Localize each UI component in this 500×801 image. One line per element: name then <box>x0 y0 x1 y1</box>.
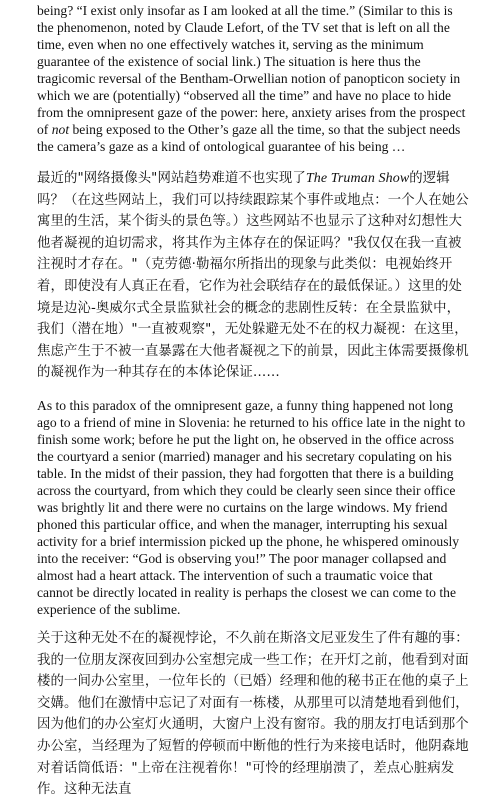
paragraph-english-1-part-b: being exposed to the Other’s gaze all the time, so that the subject needs the camera’s gaze as a kind of ontological guarantee of his being … <box>37 122 461 154</box>
paragraph-chinese-1 <box>37 168 469 384</box>
paragraph-chinese-1-part-a: 最近的"网络摄像头"网站趋势难道不也实现了 <box>37 171 306 186</box>
paragraph-english-2: As to this paradox of the omnipresent gaze, a funny thing happened not long ago to a friend of mine in Slovenia: he returned to his office late in the night to finish some work; before he put the light on, he observed in the office across the courtyard a senior (married) manager and his secretary copulating on his table. In the midst of their passion, they had forgotten that there is a building across the courtyard, from which they could be clearly seen since their office was brightly lit and there were no curtains on the large windows. My friend phoned this particular office, and when the manager, interrupting his sexual activity for a brief intermission picked up the phone, he whispered ominously into the receiver: “God is observing you!” The poor manager collapsed and almost had a heart attack. The intervention of such a traumatic voice that cannot be directly located in reality is perhaps the closest we can come to the experience of the sublime. <box>37 397 466 617</box>
paragraph-english-1-part-a: being? “I exist only insofar as I am looked at all the time.” (Similar to this is the phenomenon, noted by Claude Lefort, of the TV set that is left on all the time, even when no one effectively watches it, serving as the minimum guarantee of the existence of social link.) The situation is here thus the tragicomic reversal of the Bentham-Orwellian notion of panopticon society in which we are (potentially) “observed all the time” and have no place to hide from the omnipresent gaze of the power: here, anxiety arises from the prospect of <box>37 3 466 137</box>
paragraph-chinese-2: 关于这种无处不在的凝视悖论，不久前在斯洛文尼亚发生了件有趣的事：我的一位朋友深夜回到办公室想完成一些工作；在开灯之前，他看到对面楼的一间办公室里，一位年长的（已婚）经理和他的秘书正在他的桌子上交媾。他们在激情中忘记了对面有一栋楼，从那里可以清楚地看到他们，因为他们的办公室灯火通明，大窗户上没有窗帘。我的朋友打电话到那个办公室，当经理为了短暂的停顿而中断他的性行为来接电话时，他阴森地对着话筒低语："上帝在注视着你！"可怜的经理崩溃了，差点心脏病发作。这种无法直 <box>37 630 469 798</box>
document-page <box>37 2 469 801</box>
italic-title-truman-show: The Truman Show <box>305 171 410 186</box>
paragraph-gap <box>37 384 469 397</box>
paragraph-gap <box>37 155 469 168</box>
emphasized-word-not: not <box>51 122 70 137</box>
paragraph-gap <box>37 618 469 628</box>
paragraph-english-1 <box>37 2 469 155</box>
paragraph-chinese-1-part-b: 的逻辑吗？（在这些网站上，我们可以持续跟踪某个事件或地点：一个人在她公寓里的生活，某个街头的景色等。）这些网站不也显示了这种对幻想性大他者凝视的迫切需求，将其作为主体存在的保证吗？"我仅仅在我一直被注视时才存在。"（克劳德·勒福尔所指出的现象与此类似：电视始终开着，即使没有人真正在看，它作为社会联结存在的最低保证。）这里的处境是边沁-奥威尔式全景监狱社会的概念的悲剧性反转：在全景监狱中，我们（潜在地）"一直被观察"，无处躲避无处不在的权力凝视：在这里，焦虑产生于不被一直暴露在大他者凝视之下的前景，因此主体需要摄像机的凝视作为一种其存在的本体论保证…… <box>37 171 469 381</box>
